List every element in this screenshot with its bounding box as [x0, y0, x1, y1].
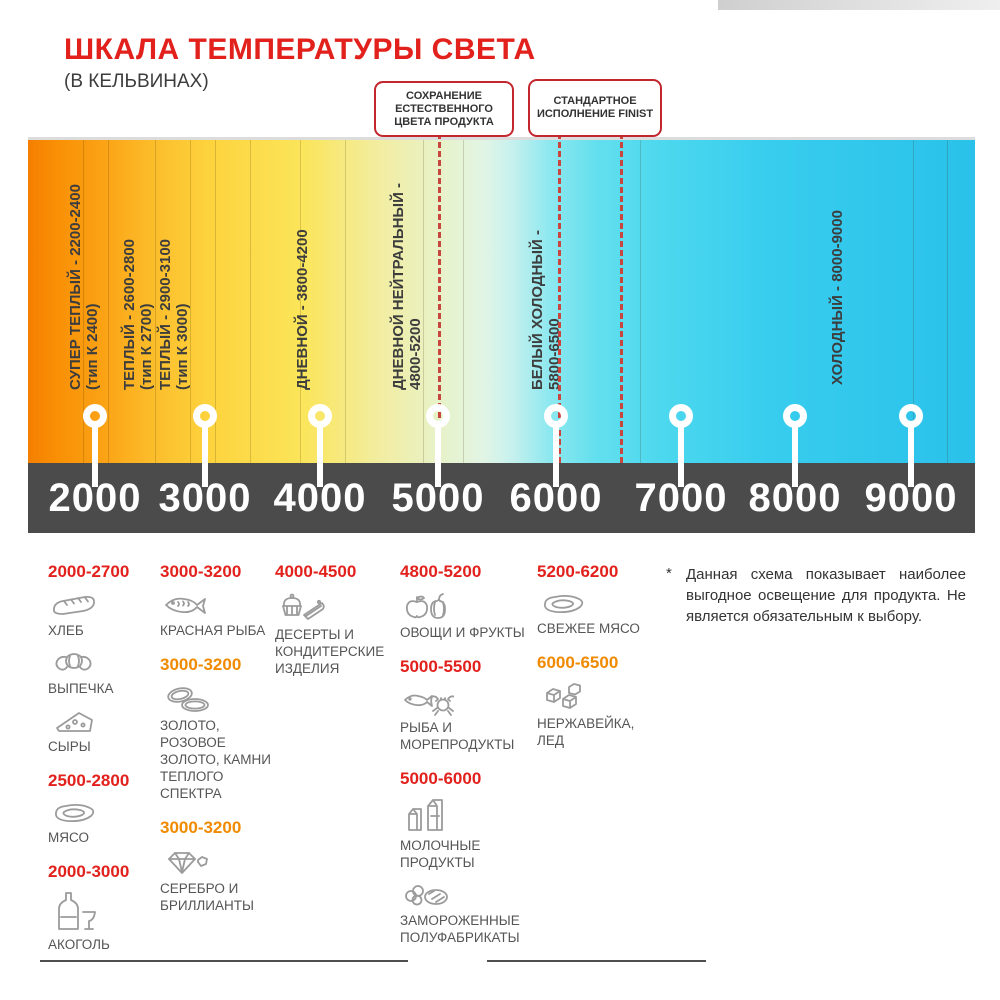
- rings-icon: [162, 683, 214, 715]
- range-label: 2500-2800: [48, 771, 130, 790]
- marker-pin-3000: [193, 404, 217, 428]
- band-label-cold: [829, 210, 846, 385]
- dairy-icon: [402, 797, 450, 835]
- list-item: [48, 799, 154, 846]
- croissant-icon: [50, 648, 98, 678]
- range-label: 2000-3000: [48, 862, 130, 881]
- kelvin-tick-5000: 5000: [391, 476, 485, 520]
- kelvin-tick-9000: 9000: [864, 476, 958, 520]
- kelvin-tick-6000: 6000: [509, 476, 603, 520]
- list-item: [160, 683, 274, 802]
- band-label-warm-3000: [157, 239, 191, 390]
- list-item: [275, 590, 395, 677]
- band-label-daylight-neutral: [390, 183, 424, 390]
- band-label-line: (тип К 3000): [174, 303, 191, 390]
- band-label-warm-2700: [121, 239, 155, 390]
- category-label: РЫБА И МОРЕПРОДУКТЫ: [400, 720, 515, 752]
- band-label-line: ТЕПЛЫЙ - 2900-3100: [157, 238, 174, 390]
- meat-icon: [50, 799, 98, 827]
- food-column-3: [275, 562, 395, 686]
- category-label: АКОГОЛЬ: [48, 937, 110, 952]
- range-label: 6000-6500: [537, 653, 619, 672]
- cheese-icon: [50, 706, 98, 736]
- range-label: 3000-3200: [160, 655, 242, 674]
- band-label-line: ТЕПЛЫЙ - 2600-2800: [121, 238, 138, 390]
- range-label: 2000-2700: [48, 562, 130, 581]
- band-label-line: СУПЕР ТЕПЛЫЙ - 2200-2400: [67, 184, 84, 390]
- list-item: [400, 797, 530, 871]
- page-subtitle: (В КЕЛЬВИНАХ): [64, 71, 209, 92]
- fresh-meat-icon: [539, 590, 587, 618]
- note: [664, 564, 966, 627]
- band-label-line: (тип К 2400): [84, 303, 101, 390]
- desserts-icon: [277, 590, 327, 624]
- category-label: СЕРЕБРО И БРИЛЛИАНТЫ: [160, 881, 254, 913]
- range-label: 5000-5500: [400, 657, 482, 676]
- top-right-strip: [718, 0, 1000, 10]
- seafood-icon: [402, 685, 454, 717]
- list-item: [400, 685, 530, 753]
- footer-divider: [487, 960, 706, 962]
- list-item: [160, 590, 274, 639]
- category-label: МОЛОЧНЫЕ ПРОДУКТЫ: [400, 838, 481, 870]
- band-label-super-warm: [67, 184, 101, 390]
- food-column-2: [160, 562, 274, 923]
- leader-line-finist-2: [620, 133, 623, 463]
- list-item: [48, 706, 154, 755]
- kelvin-tick-7000: 7000: [634, 476, 728, 520]
- frozen-icon: [402, 880, 450, 910]
- kelvin-tick-4000: 4000: [273, 476, 367, 520]
- food-column-4: [400, 562, 530, 955]
- marker-pin-2000: [83, 404, 107, 428]
- band-divider: [345, 140, 346, 463]
- callout-standard-finist: СТАНДАРТНОЕ ИСПОЛНЕНИЕ FINIST: [528, 79, 662, 137]
- list-item: [400, 590, 530, 641]
- alcohol-icon: [50, 890, 98, 934]
- band-label-line: ХОЛОДНЫЙ - 8000-9000: [829, 210, 846, 385]
- marker-pin-5000: [426, 404, 450, 428]
- band-divider: [108, 140, 109, 463]
- marker-pin-9000: [899, 404, 923, 428]
- kelvin-tick-2000: 2000: [48, 476, 142, 520]
- band-divider: [463, 140, 464, 463]
- band-divider: [947, 140, 948, 463]
- range-label: 4000-4500: [275, 562, 357, 581]
- band-label-line: 5800-6500: [546, 318, 563, 390]
- band-label-line: ДНЕВНОЙ - 3800-4200: [294, 229, 311, 390]
- category-label: СЫРЫ: [48, 739, 91, 754]
- marker-pin-6000: [544, 404, 568, 428]
- kelvin-tick-3000: 3000: [158, 476, 252, 520]
- kelvin-tick-8000: 8000: [748, 476, 842, 520]
- list-item: [48, 890, 154, 953]
- list-item: [48, 648, 154, 697]
- band-label-line: ДНЕВНОЙ НЕЙТРАЛЬНЫЙ -: [390, 182, 407, 390]
- category-label: ОВОЩИ И ФРУКТЫ: [400, 625, 525, 640]
- footer-divider: [40, 960, 408, 962]
- list-item: [48, 590, 154, 639]
- category-label: НЕРЖАВЕЙКА, ЛЕД: [537, 716, 635, 748]
- food-column-1: [48, 562, 154, 962]
- category-label: ЗАМОРОЖЕННЫЕ ПОЛУФАБРИКАТЫ: [400, 913, 520, 945]
- bread-icon: [50, 590, 98, 620]
- band-label-daylight: [294, 229, 311, 390]
- band-divider: [640, 140, 641, 463]
- band-divider: [155, 140, 156, 463]
- category-label: ЗОЛОТО, РОЗОВОЕ ЗОЛОТО, КАМНИ ТЕПЛОГО СПЕКТРА: [160, 718, 271, 801]
- category-label: ХЛЕБ: [48, 623, 84, 638]
- range-label: 4800-5200: [400, 562, 482, 581]
- page-title: ШКАЛА ТЕМПЕРАТУРЫ СВЕТА: [64, 33, 536, 66]
- fish-icon: [162, 590, 210, 620]
- category-label: ДЕСЕРТЫ И КОНДИТЕРСКИЕ ИЗДЕЛИЯ: [275, 627, 385, 676]
- band-label-line: (тип К 2700): [138, 303, 155, 390]
- range-label: 5000-6000: [400, 769, 482, 788]
- food-column-5: [537, 562, 649, 758]
- list-item: [160, 846, 274, 914]
- category-label: ВЫПЕЧКА: [48, 681, 114, 696]
- vegetables-icon: [402, 590, 450, 622]
- asterisk: *: [666, 565, 672, 582]
- diamond-icon: [162, 846, 210, 878]
- range-label: 3000-3200: [160, 562, 242, 581]
- band-divider: [250, 140, 251, 463]
- marker-pin-7000: [669, 404, 693, 428]
- list-item: [537, 681, 649, 749]
- list-item: [400, 880, 530, 946]
- range-label: 3000-3200: [160, 818, 242, 837]
- marker-pin-8000: [783, 404, 807, 428]
- range-label: 5200-6200: [537, 562, 619, 581]
- category-label: СВЕЖЕЕ МЯСО: [537, 621, 640, 636]
- ice-icon: [539, 681, 587, 713]
- note-text: Данная схема показывает наиболее выгодное освещение для продукта. Не является обязательным к выбору.: [686, 566, 966, 625]
- band-label-line: 4800-5200: [407, 318, 424, 390]
- category-label: МЯСО: [48, 830, 89, 845]
- list-item: [537, 590, 649, 637]
- category-label: КРАСНАЯ РЫБА: [160, 623, 266, 638]
- marker-pin-4000: [308, 404, 332, 428]
- callout-natural-color: СОХРАНЕНИЕ ЕСТЕСТВЕННОГО ЦВЕТА ПРОДУКТА: [374, 81, 514, 137]
- band-label-line: БЕЛЫЙ ХОЛОДНЫЙ -: [529, 230, 546, 390]
